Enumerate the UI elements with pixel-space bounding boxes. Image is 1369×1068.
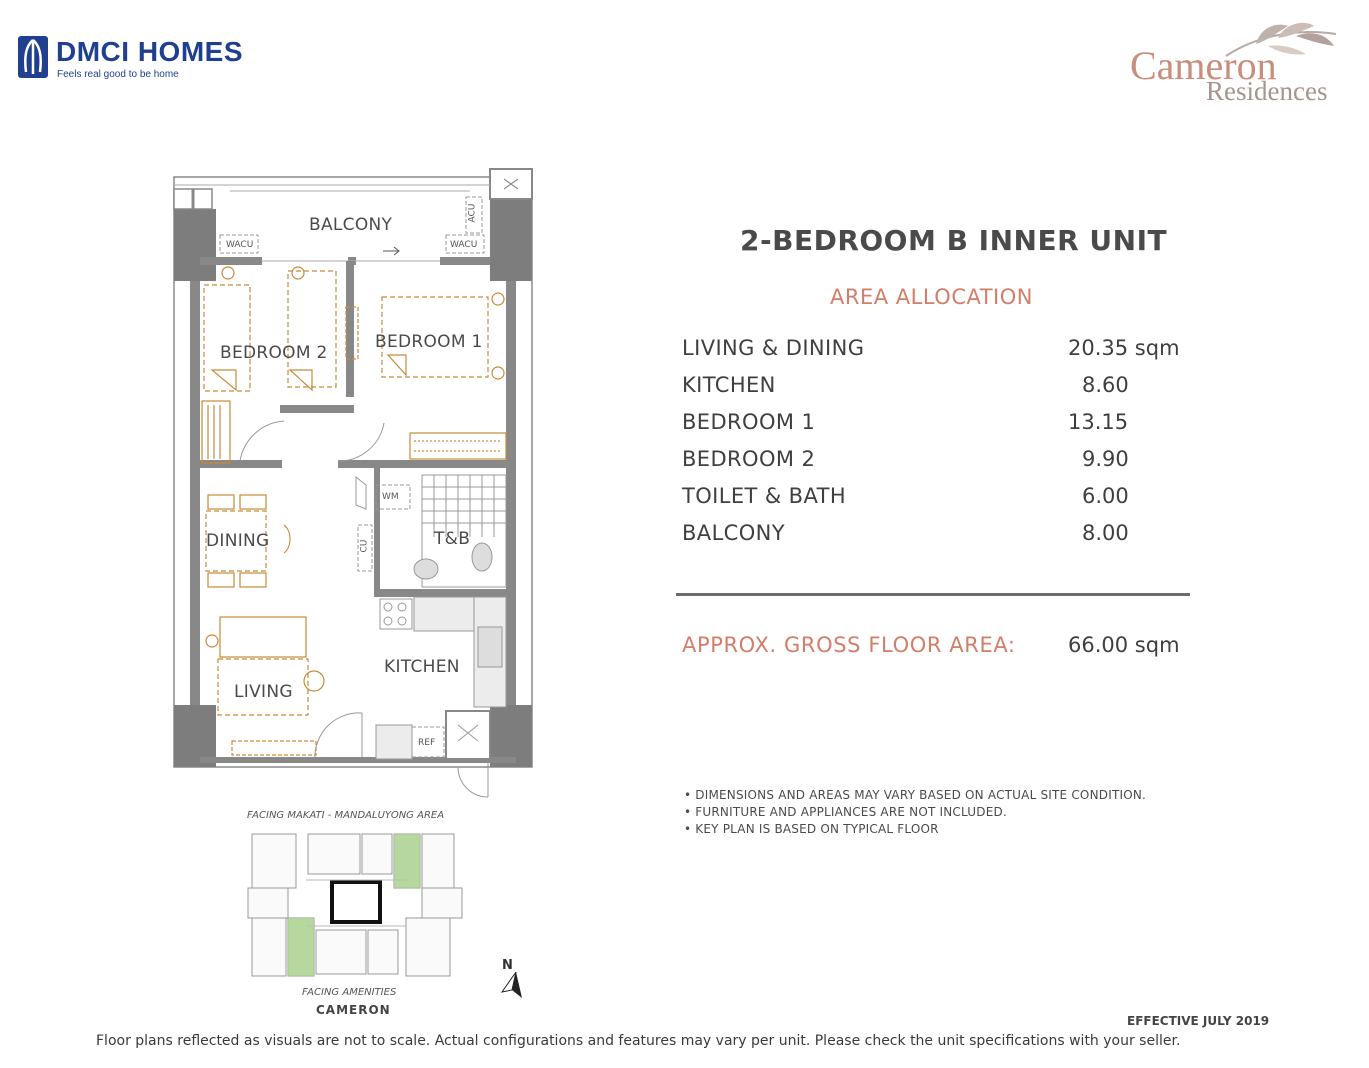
- area-name: BEDROOM 2: [682, 447, 816, 471]
- bedroom2-label: BEDROOM 2: [220, 343, 328, 363]
- area-value: 8.00: [1082, 521, 1129, 545]
- living-label: LIVING: [234, 682, 293, 702]
- wacu-left-label: WACU: [226, 240, 254, 250]
- area-value: 13.15: [1068, 410, 1129, 434]
- floor-plan-drawing: [170, 165, 540, 800]
- area-name: BEDROOM 1: [682, 410, 816, 434]
- key-plan-building-name: CAMERON: [316, 1003, 391, 1017]
- disclaimer: Floor plans reflected as visuals are not to scale. Actual configurations and features may vary per unit. Please check the unit specifications with your seller.: [96, 1033, 1181, 1049]
- area-row: [682, 447, 1202, 484]
- area-row: [682, 336, 1202, 373]
- wm-label: WM: [382, 492, 399, 502]
- tb-label: T&B: [434, 529, 471, 549]
- area-name: BALCONY: [682, 521, 786, 545]
- wacu-right-label: WACU: [450, 240, 478, 250]
- dmci-tagline: Feels real good to be home: [57, 69, 179, 80]
- area-row: [682, 484, 1202, 521]
- dmci-emblem-icon: [18, 36, 48, 78]
- key-plan-drawing: [246, 830, 464, 978]
- ref-label: REF: [418, 738, 436, 748]
- acu-label: ACU: [467, 203, 478, 223]
- key-plan: [246, 830, 464, 978]
- gross-floor-area-label: APPROX. GROSS FLOOR AREA:: [682, 633, 1016, 657]
- note-item: • FURNITURE AND APPLIANCES ARE NOT INCLUDED.: [684, 805, 1007, 819]
- note-item: • DIMENSIONS AND AREAS MAY VARY BASED ON ACTUAL SITE CONDITION.: [684, 788, 1147, 802]
- kitchen-label: KITCHEN: [384, 657, 460, 677]
- area-value: 20.35 sqm: [1068, 336, 1180, 360]
- cu-label: CU: [359, 539, 370, 553]
- key-plan-facing-top: FACING MAKATI - MANDALUYONG AREA: [247, 810, 445, 821]
- north-arrow-icon: [498, 970, 528, 1000]
- area-allocation-heading: AREA ALLOCATION: [830, 285, 1033, 309]
- dmci-homes-logo: [18, 36, 258, 86]
- notes: [684, 787, 1146, 838]
- note-item: • KEY PLAN IS BASED ON TYPICAL FLOOR: [684, 822, 939, 836]
- area-value: 8.60: [1082, 373, 1129, 397]
- dining-label: DINING: [206, 531, 270, 551]
- effective-date: EFFECTIVE JULY 2019: [1127, 1014, 1270, 1028]
- floor-plan: [170, 165, 540, 800]
- area-row: [682, 521, 1202, 558]
- key-plan-facing-bottom: FACING AMENITIES: [302, 987, 397, 998]
- dmci-name: DMCI HOMES: [56, 36, 243, 67]
- north-label: N: [502, 958, 513, 973]
- unit-title: 2-BEDROOM B INNER UNIT: [740, 224, 1168, 257]
- area-value: 6.00: [1082, 484, 1129, 508]
- area-name: KITCHEN: [682, 373, 776, 397]
- balcony-label: BALCONY: [309, 215, 393, 235]
- area-value: 9.90: [1082, 447, 1129, 471]
- bedroom1-label: BEDROOM 1: [375, 332, 483, 352]
- area-row: [682, 410, 1202, 447]
- project-subname: Residences: [1206, 76, 1328, 106]
- north-compass: [498, 958, 528, 1000]
- gross-floor-area-value: 66.00 sqm: [1068, 633, 1180, 657]
- area-divider: [676, 593, 1190, 596]
- area-name: LIVING & DINING: [682, 336, 865, 360]
- area-allocation-list: [682, 336, 1202, 558]
- area-row: [682, 373, 1202, 410]
- project-name: Cameron: [1130, 43, 1277, 88]
- cameron-residences-logo: [1120, 16, 1350, 111]
- area-name: TOILET & BATH: [682, 484, 847, 508]
